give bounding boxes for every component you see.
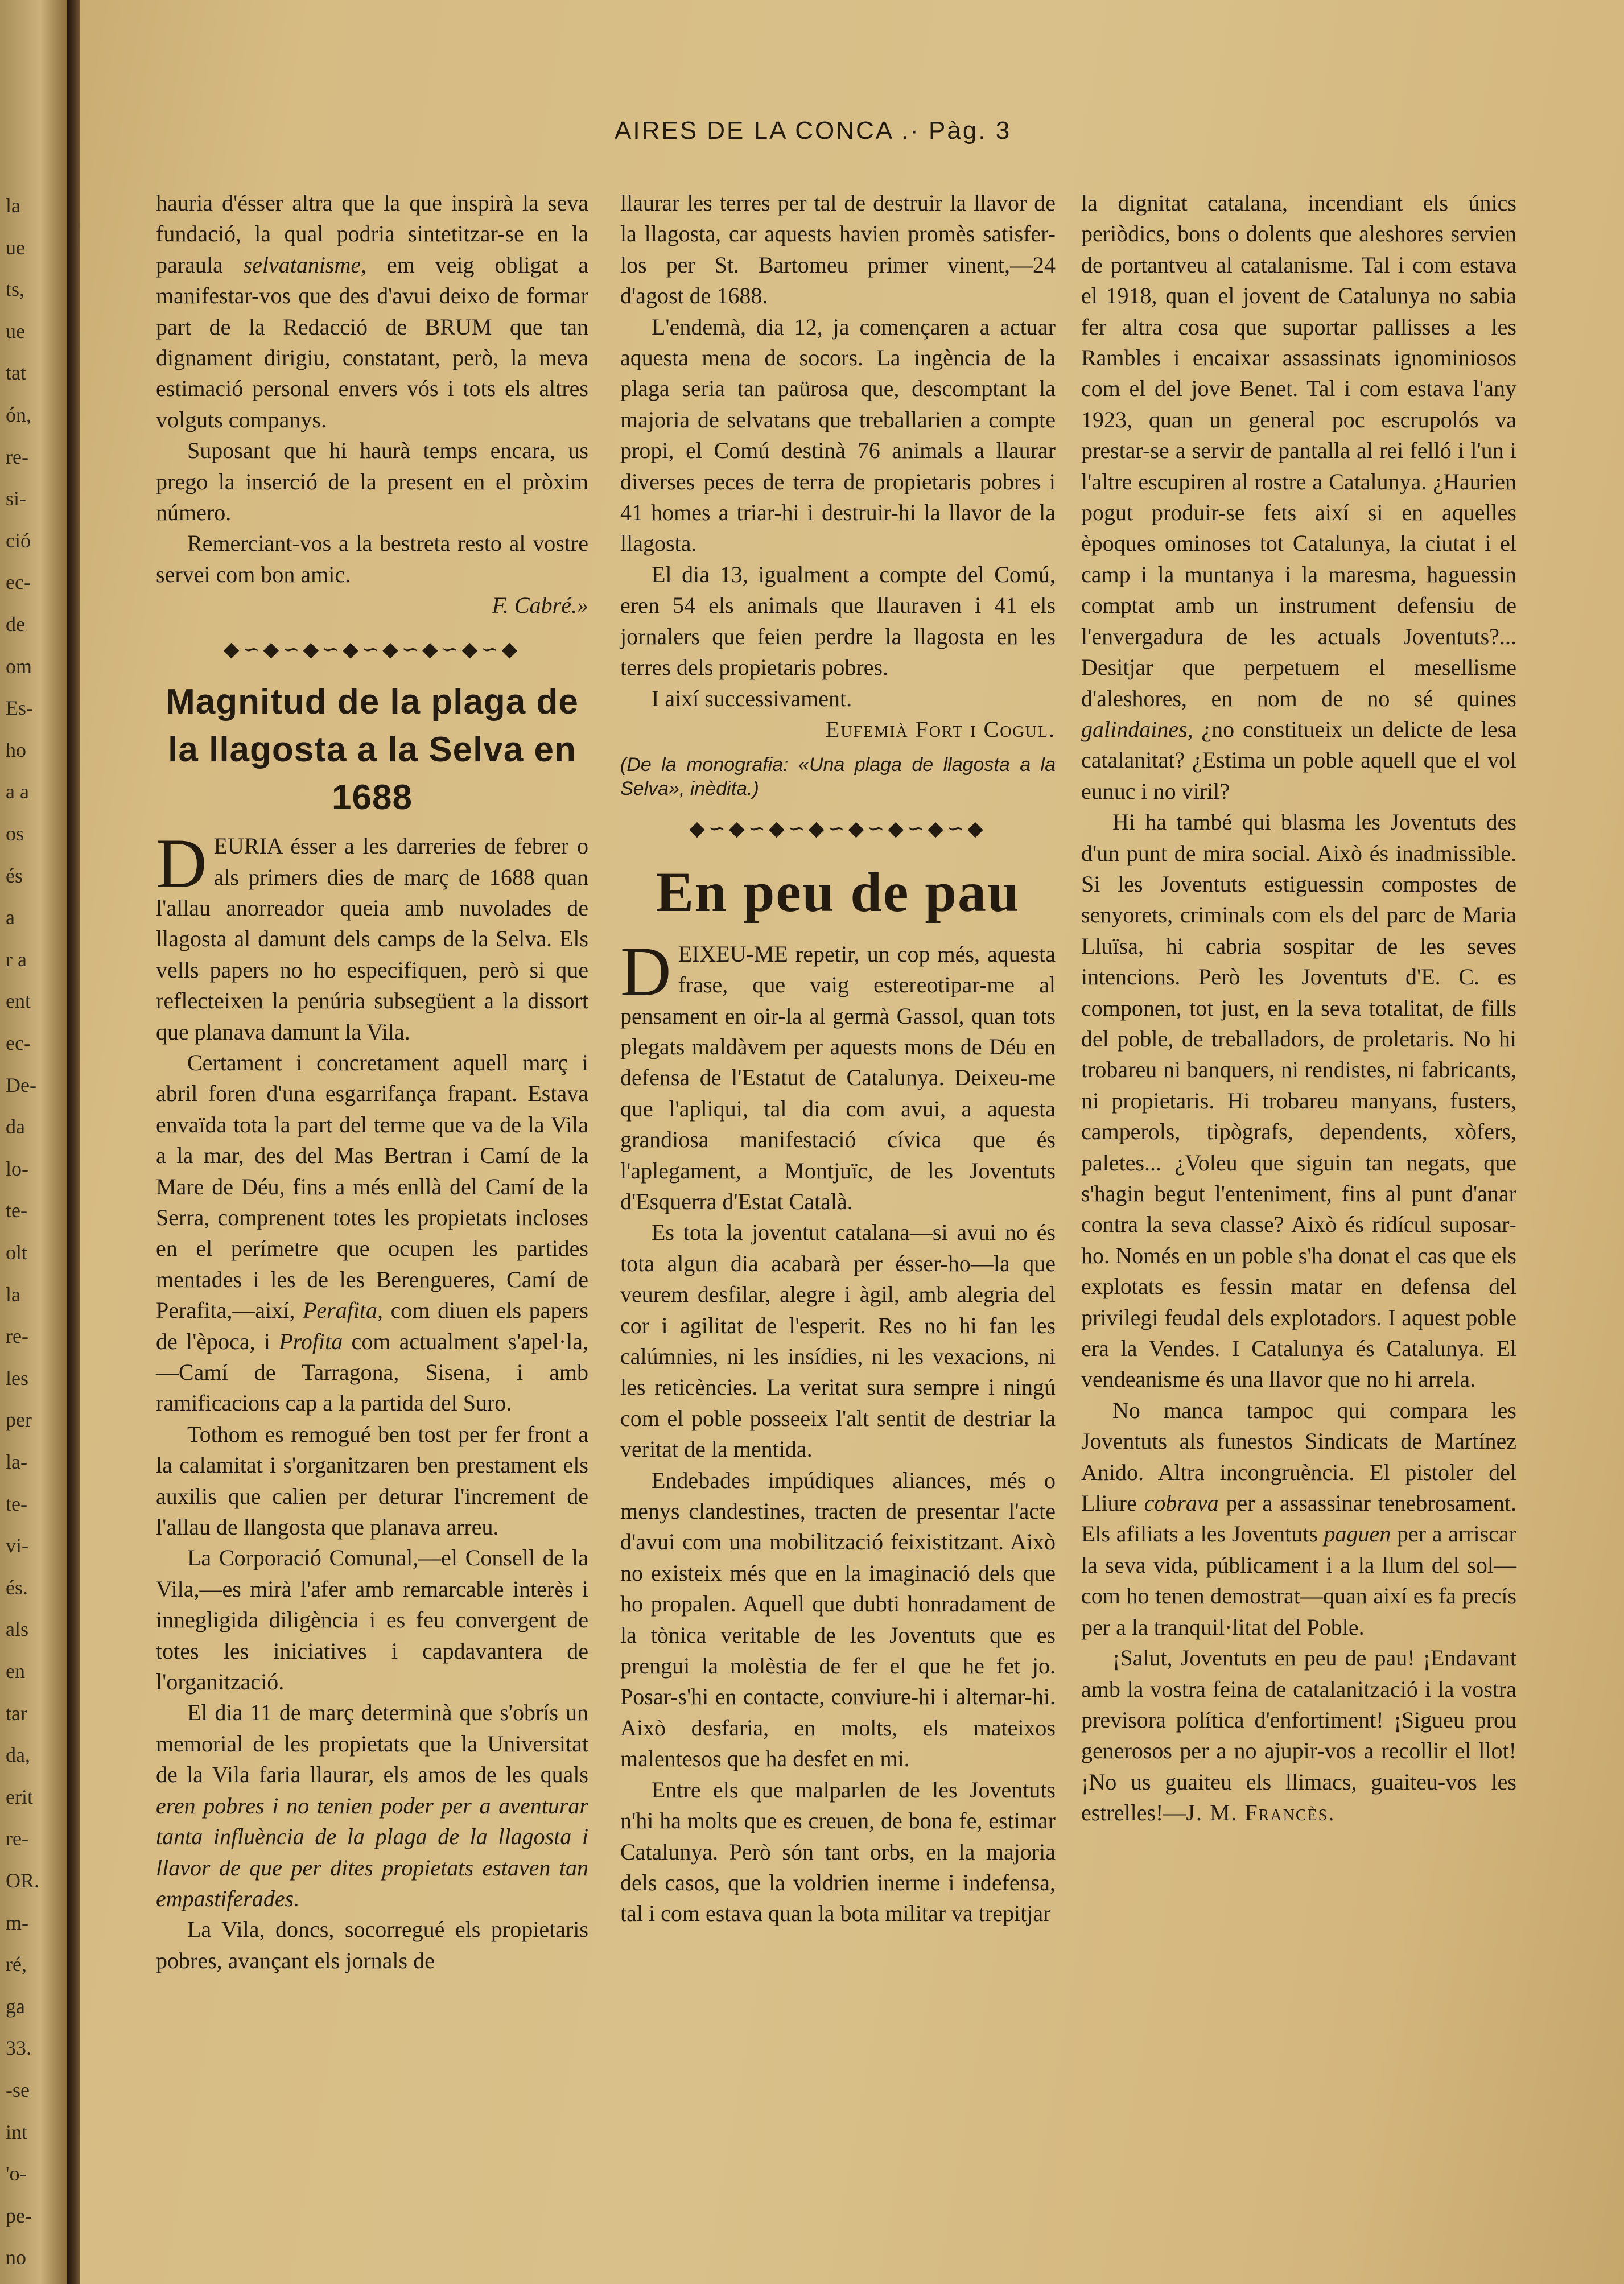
text-run: inèdita.): [690, 778, 759, 800]
facing-page-fragment: m-: [6, 1911, 28, 1934]
italic-term: Profita: [279, 1328, 343, 1354]
facing-page-fragment: tat: [6, 361, 26, 384]
facing-page-fragment: ció: [6, 529, 31, 552]
text-run: No manca tampoc qui compara les Joventuts als funestos Sindicats de Martínez Anido. Altra incongruència. El pistoler del Lliure: [1081, 1397, 1516, 1516]
facing-page-fragment: -se: [6, 2079, 30, 2101]
drop-cap: D: [156, 824, 207, 903]
facing-page-fragment: ón,: [6, 403, 31, 426]
article-paragraph: [156, 1048, 588, 1419]
text-run: El dia 11 de març determinà que s'obrís un memorial de les propietats que la Universitat de la Vila faria llaurar, els amos de les quals: [156, 1700, 588, 1788]
facing-page-fragment: r a: [6, 948, 27, 971]
article-paragraph: Endebades impúdiques aliances, més o menys clandestines, tracten de presentar l'acte d'avui com una mobilització feixistitzant. Això no existeix més que en la imaginació dels que ho propalen. Aquell que dubti honradament de la tònica veritable de les Joventuts que es prengui la molèstia de fer el que he fet jo. Posar-s'hi en contacte, conviure-hi i alternar-hi. Això desfaria, en molts, els mateixos malentesos que ha desfet en mi.: [620, 1467, 1056, 1772]
facing-page-fragment: ts,: [6, 278, 25, 300]
italic-term: galindaines,: [1081, 716, 1193, 742]
facing-page-fragment: te-: [6, 1199, 27, 1222]
facing-page-fragment: erit: [6, 1786, 33, 1808]
facing-page-fragment: la-: [6, 1450, 27, 1473]
newspaper-page: [80, 0, 1624, 2284]
text-run: em veig obligat a manifestar-vos que des d'avui deixo de formar part de la Redacció de BRUM que tan dignament dirigiu, constatant, però, la meva estimació personal envers vós i tots els altres volguts companys.: [156, 252, 588, 432]
facing-page-fragment: als: [6, 1618, 28, 1640]
text-run: per a arriscar la seva vida, públicament i a la llum del sol—com ho tenen demostrat—quan així es fa precís per a la tranquil·litat del Poble.: [1081, 1521, 1517, 1640]
ornament-divider: ◆∽◆∽◆∽◆∽◆∽◆∽◆∽◆: [689, 817, 987, 840]
facing-page-edge: [0, 0, 67, 2284]
text-run: ¡Salut, Joventuts en peu de pau! ¡Endavant amb la vostra feina de catalanització i la vostra previsora política d'enfortiment! ¡Sigueu prou generosos per a no ajupir-vos a recollir el llot! ¡No us guaiteu els llimacs, guaiteu-vos les estrelles!—: [1081, 1645, 1516, 1826]
facing-page-fragment: int: [6, 2121, 28, 2143]
letter-closing: Remerciant-vos a la bestreta resto al vostre servei com bon amic.: [156, 530, 588, 587]
facing-page-fragment: vi-: [6, 1534, 28, 1557]
article-paragraph: El dia 13, igualment a compte del Comú, eren 54 els animals que llauraven i 41 els jornalers que feien perdre la llagosta en les terres dels propietaris pobres.: [620, 561, 1056, 681]
article-paragraph: [1081, 1395, 1516, 1643]
book-spine: [67, 0, 80, 2284]
letter-signature: [156, 590, 588, 621]
column-3: [1081, 188, 1516, 1829]
article-paragraph: L'endemà, dia 12, ja començaren a actuar aquesta mena de socors. La ingència de la plaga seria tan paürosa que, descomptant la majoria de selvatans que treballarien a compte propi, el Comú destinà 76 animals a llaurar diverses peces de terra de propietaris pobres i 41 homes a triar-hi i destruir-hi la llavor de la llagosta.: [620, 314, 1056, 556]
italic-term: Perafita,: [302, 1297, 384, 1324]
facing-page-fragment: da,: [6, 1743, 30, 1766]
facing-page-fragment: De-: [6, 1074, 36, 1096]
text-run: com actualment s'apel·la,—Camí de Tarragona, Sisena, i amb ramificacions cap a la partida del Suro.: [156, 1328, 589, 1416]
facing-page-fragment: ho: [6, 739, 26, 761]
article-lead-paragraph: [156, 824, 588, 1048]
article-lead-paragraph: [620, 932, 1056, 1218]
text-run: ¿no constitueix un delicte de lesa catalanitat? ¿Estima un poble aquell que el vol eunuc i no viril?: [1081, 716, 1516, 804]
facing-page-fragment: olt: [6, 1241, 28, 1264]
article-signature: J. M. Francès.: [1186, 1800, 1336, 1826]
text-run: EURIA ésser a les darreries de febrer o als primers dies de març de 1688 quan l'allau anorreador queia amb nuvolades de llagosta al damunt dels camps de la Selva. Els vells papers no ho especifiquen, però si que reflecteixen la penúria subsegüent a la dissort que planava damunt la Vila.: [156, 833, 588, 1045]
facing-page-fragment: no: [6, 2246, 26, 2269]
facing-page-fragment: ue: [6, 320, 25, 343]
facing-page-fragment: és: [6, 864, 23, 887]
facing-page-fragment: da: [6, 1115, 25, 1138]
article-paragraph: Hi ha també qui blasma les Joventuts des d'un punt de mira social. Això és inadmissible. Si les Joventuts estiguessin compostes de senyorets, criminals com els del parc de Maria Lluïsa, hi cabria sospitar de les seves intencions. Però les Joventuts d'E. C. es componen, tot just, en la seva totalitat, de fills del poble, de treballadors, de proletaris. No hi trobareu ni banquers, ni rendistes, ni fabricants, ni propietaris. Hi trobareu manyans, fusters, camperols, tipògrafs, dependents, xòfers, paletes... ¿Voleu que siguin tan negats, que s'hagin begut l'enteniment, fins al punt d'anar contra la seva classe? Això és ridícul suposar-ho. Només en un poble s'ha donat el cas que els explotats es fessin matar en defensa del privilegi feudal dels explotadors. I aquest poble era la Vendes. I Catalunya és Catalunya. El vendeanisme és una llavor que no hi arrela.: [1081, 809, 1516, 1392]
text-run: com diuen els papers de l'època, i: [156, 1297, 588, 1354]
facing-page-fragment: ent: [6, 990, 31, 1012]
facing-page-fragment: re-: [6, 1827, 28, 1850]
facing-page-fragment: ue: [6, 236, 25, 259]
article-paragraph: Tothom es remogué ben tost per fer front a la calamitat i s'organitzaren ben prestament els auxilis que calien per deturar l'increment de l'allau de llangosta que planava arreu.: [156, 1421, 588, 1540]
column-2: [620, 188, 1056, 1930]
facing-page-fragment: tar: [6, 1702, 27, 1725]
facing-page-fragment: la: [6, 194, 20, 217]
facing-page-fragment: lo-: [6, 1157, 28, 1180]
text-run: hauria d'ésser altra que la que inspirà la seva fundació, la qual podria sintetitzar-se en la paraula: [156, 190, 588, 278]
facing-page-fragment: en: [6, 1660, 25, 1683]
article-paragraph: [1081, 188, 1516, 807]
facing-page-fragment: les: [6, 1367, 28, 1390]
article-paragraph: Entre els que malparlen de les Joventuts n'hi ha molts que es creuen, de bona fe, estimar Catalunya. Però són tant orbs, en la majoria dels casos, que la voldrien inerme i indefensa, tal i com estava quan la bota militar va trepitjar: [620, 1776, 1056, 1927]
text-run: per a assassinar tenebrosament. Els afiliats a les Joventuts: [1081, 1490, 1517, 1547]
italic-term: selvatanisme,: [243, 252, 367, 278]
article-paragraph: La Vila, doncs, socorregué els propietaris pobres, avançant els jornals de: [156, 1916, 588, 1973]
signature-text: F. Cabré.»: [492, 592, 588, 619]
facing-page-fragment: Es-: [6, 696, 33, 719]
article-title: Magnitud de la plaga de la llagosta a la Selva en 1688: [166, 682, 579, 818]
article-paragraph: llaurar les terres per tal de destruir la llavor de la llagosta, car aquests havien promès satisfer-los per St. Bartomeu primer vinent,—24 d'agost de 1688.: [620, 190, 1056, 309]
facing-page-fragment: ec-: [6, 1032, 31, 1054]
facing-page-fragment: la: [6, 1283, 20, 1306]
article-paragraph: Es tota la joventut catalana—si avui no és tota algun dia acabarà per ésser-ho—la que veurem desfilar, alegre i àgil, amb alegria del cor i agilitat de l'esperit. Res no hi fan les calúmnies, ni les insídies, ni les vexacions, ni les reticències. La veritat sura sempre i ningú com el poble posseeix l'alt sentit de destriar la veritat de la mentida.: [620, 1219, 1056, 1462]
article-paragraph: [156, 1697, 588, 1914]
facing-page-fragment: 'o-: [6, 2162, 27, 2185]
article-paragraph: I així successivament.: [652, 685, 852, 711]
text-run: EIXEU-ME repetir, un cop més, aquesta frase, que vaig estereotipar-me al pensament en oir-la al germà Gassol, quan tots plegats maldàvem per aquests mons de Déu en defensa de l'Estatut de Catalunya. Deixeu-me que l'apliqui, tal dia com avui, a aquesta grandiosa manifestació cívica que és l'aplegament, a Montjuïc, de les Joventuts d'Esquerra d'Estat Català.: [620, 941, 1056, 1214]
facing-page-fragment: si-: [6, 487, 26, 510]
facing-page-fragment: ec-: [6, 571, 31, 593]
article-paragraph: La Corporació Comunal,—el Consell de la Vila,—es mirà l'afer amb remarcable interès i innegligida diligència i es feu convergent de totes les iniciatives i capdavantera de l'organització.: [156, 1545, 588, 1695]
facing-page-fragment: per: [6, 1408, 32, 1431]
facing-page-fragment: ga: [6, 1995, 25, 2018]
letter-paragraph: Suposant que hi haurà temps encara, us prego la inserció de la present en el pròxim número.: [156, 438, 588, 526]
drop-cap: D: [620, 932, 671, 1011]
facing-page-fragment: OR.: [6, 1869, 40, 1892]
text-run: la dignitat catalana, incendiant els únics periòdics, bons o dolents que aleshores servien de portantveu al catalanisme. Tal i com estava el 1918, quan el jovent de Catalunya no sabia fer altra cosa que suportar pallisses a les Rambles i encaixar assassinats ignominiosos com el del jove Benet. Tal i com estava l'any 1923, quan un general poc escrupolós va prestar-se a servir de pantalla al rei felló i l'un i l'altre escupiren al rostre a Catalunya. ¿Haurien pogut produir-se fets així si en aquelles èpoques ominoses tot Catalunya, la ciutat i el camp i la muntanya i la maresma, haguessin comptat amb un instrument defensiu de l'envergadura de les actuals Joventuts?... Desitjar que perpetuem el mesellisme d'aleshores, en nom de no sé quines: [1081, 190, 1516, 711]
facing-page-fragment: a: [6, 906, 15, 929]
facing-page-fragment: és.: [6, 1576, 28, 1599]
italic-term: cobrava: [1144, 1490, 1219, 1516]
running-header: AIRES DE LA CONCA .· Pàg. 3: [615, 117, 1012, 145]
facing-page-fragment: ré,: [6, 1953, 27, 1976]
facing-page-fragment: a a: [6, 780, 29, 803]
facing-page-fragment: re-: [6, 1325, 28, 1347]
facing-page-fragment: de: [6, 613, 25, 636]
facing-page-fragment: re-: [6, 446, 28, 468]
text-run: (De la monografia: «Una plaga de llagosta a la Selva»,: [620, 754, 1056, 800]
ornament-divider: ◆∽◆∽◆∽◆∽◆∽◆∽◆∽◆: [223, 637, 521, 661]
article-title: En peu de pau: [656, 860, 1020, 924]
italic-quote: eren pobres i no tenien poder per a aventurar tanta influència de la plaga de la llagosta i llavor de que per dites propietats estaven tan empastiferades.: [156, 1792, 588, 1911]
letter-continued-paragraph: [156, 188, 588, 435]
article-paragraph: [1081, 1643, 1516, 1828]
facing-page-fragment: om: [6, 655, 32, 678]
source-note: [620, 753, 1056, 801]
italic-term: paguen: [1324, 1521, 1391, 1547]
facing-page-fragment: os: [6, 822, 24, 845]
facing-page-fragment: 33.: [6, 2036, 31, 2059]
text-run: Certament i concretament aquell març i abril foren d'una esgarrifança frapant. Estava envaïda tota la part del terme que va de la Vila a la mar, des del Mas Bertran i Camí de la Mare de Déu, fins a més enllà del Camí de la Serra, comprenent totes les propietats incloses en el perímetre que ocupen les partides mentades i les de les Berengueres, Camí de Perafita,—així,: [156, 1049, 588, 1324]
facing-page-fragment: pe-: [6, 2204, 32, 2227]
column-1: [156, 188, 588, 1976]
facing-page-fragment: te-: [6, 1493, 27, 1515]
article-signature: Eufemià Fort i Cogul.: [825, 716, 1056, 742]
